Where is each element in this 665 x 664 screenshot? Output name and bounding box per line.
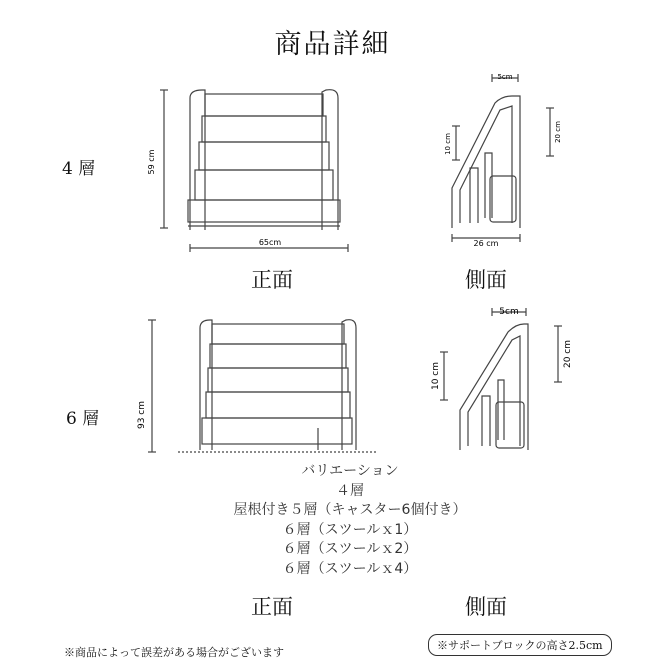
right-side-panel [322,90,338,230]
side-profile-outer [452,96,520,228]
six-side-top-label: 5cm [499,307,519,317]
note-left: ※商品によって誤差がある場合がございます [64,646,284,659]
variations-list [180,462,520,579]
six-layer-front-diagram [138,310,383,460]
caption-front-2: 正面 [251,595,293,619]
six-side-left-label: 10 cm [431,361,441,391]
four-height-label: 59 cm [147,149,156,175]
six-layer-side-diagram [430,300,580,460]
four-width-label: 65cm [258,238,282,247]
side-top-label: 5cm [497,73,513,81]
note-right: ※サポートブロックの高さ2.5cm [428,634,612,656]
side-bottom-label: 26 cm [473,239,499,248]
variations-heading: バリエーション [301,463,399,479]
four-layer-front-diagram [147,80,380,255]
shelf-3 [199,142,329,170]
six-height-label: 93 cm [137,400,147,430]
shelf-1 [205,94,323,116]
four-layer-side-diagram [440,68,575,253]
side-right-label: 20 cm [554,121,562,143]
variation-item: 屋根付き５層（キャスター6個付き） [233,502,467,518]
shelf-2 [202,116,326,142]
caption-side-2: 側面 [465,595,507,619]
left-side-panel [190,90,205,230]
four-layer-label: 4 層 [62,159,96,179]
base [188,200,340,222]
shelf-4 [195,170,333,200]
variation-item: ６層（スツールｘ4） [282,560,418,577]
variation-item: ６層（スツールｘ2） [282,541,418,557]
six-layer-label: 6 層 [66,409,100,429]
page-title: 商品詳細 [274,29,391,60]
caption-side-1: 側面 [465,268,507,292]
side-left-label: 10 cm [444,133,452,155]
variation-item: ４層 [336,482,364,499]
six-side-right-label: 20 cm [563,339,573,369]
variation-item: ６層（スツールｘ1） [282,521,418,538]
caption-front-1: 正面 [251,268,293,292]
